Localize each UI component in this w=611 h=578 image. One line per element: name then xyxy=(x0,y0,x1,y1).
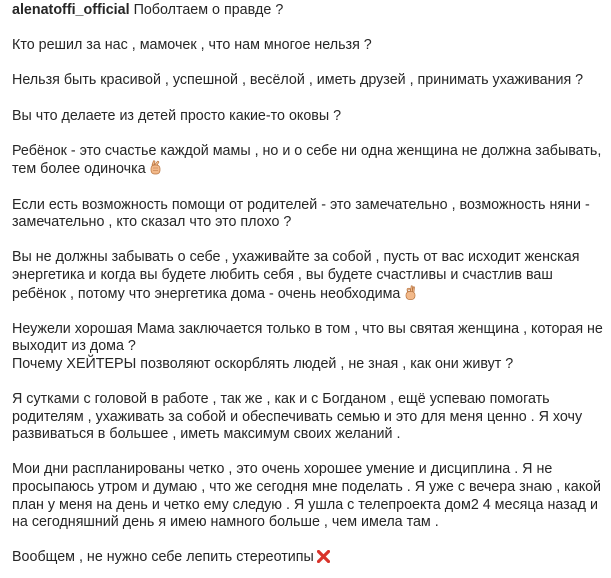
caption-paragraph-1: Кто решил за нас , мамочек , что нам многое нельзя ? xyxy=(12,37,372,54)
caption-paragraph-6 xyxy=(12,249,607,303)
caption-first-line xyxy=(12,2,607,20)
caption-paragraph-10 xyxy=(12,549,607,567)
caption-paragraph-6-text: Вы не должны забывать о себе , ухаживайте за собой , пусть от вас исходит женская энергетика и когда вы будете любить себя , вы будете счастливы и счастлив ваш ребёнок , потому что энергетика дома - очень необходима xyxy=(12,249,580,302)
post-caption xyxy=(12,2,607,567)
caption-paragraph-8: Я сутками с головой в работе , так же , как и с Богданом , ещё успеваю помогать родителям , ухаживать за собой и обеспечивать семью и это для меня ценно . Я хочу развиваться в большее , иметь максимум своих желаний . xyxy=(12,391,583,443)
caption-paragraph-10-text: Вообщем , не нужно себе лепить стереотипы xyxy=(12,549,314,566)
post-username[interactable]: alenatoffi_official xyxy=(12,2,130,18)
crossed-fingers-icon xyxy=(149,160,162,175)
caption-paragraph-7-line-2: Почему ХЕЙТЕРЫ позволяют оскорблять людей , не зная , как они живут ? xyxy=(12,355,514,372)
caption-paragraph-4 xyxy=(12,143,607,179)
caption-paragraph-5: Если есть возможность помощи от родителей - это замечательно , возможность няни - замечательно , кто сказал что это плохо ? xyxy=(12,196,590,231)
caption-paragraph-4-text: Ребёнок - это счастье каждой мамы , но и о себе ни одна женщина не должна забывать, тем более одиночка xyxy=(12,142,602,178)
caption-paragraph-7-line-1: Неужели хорошая Мама заключается только в том , что вы святая женщина , которая не выходит из дома ? xyxy=(12,320,603,355)
caption-paragraph-7 xyxy=(12,321,607,374)
caption-paragraph-2: Нельзя быть красивой , успешной , весёлой , иметь друзей , принимать ухаживания ? xyxy=(12,72,584,89)
cross-mark-icon xyxy=(317,550,330,563)
caption-paragraph-9: Мои дни распланированы четко , это очень хорошее умение и дисциплина . Я не просыпаюсь утром и думаю , что же сегодня мне поделать . Я уже с вечера знаю , какой план у меня на день и четко ему следую . Я ушла с телепроекта дом2 4 месяца назад и на сегодняшний день я имею намного больше , чем имела там . xyxy=(12,461,602,531)
caption-paragraph-3: Вы что делаете из детей просто какие-то оковы ? xyxy=(12,107,342,124)
ok-hand-icon xyxy=(403,285,417,300)
caption-intro: Поболтаем о правде ? xyxy=(133,2,284,18)
